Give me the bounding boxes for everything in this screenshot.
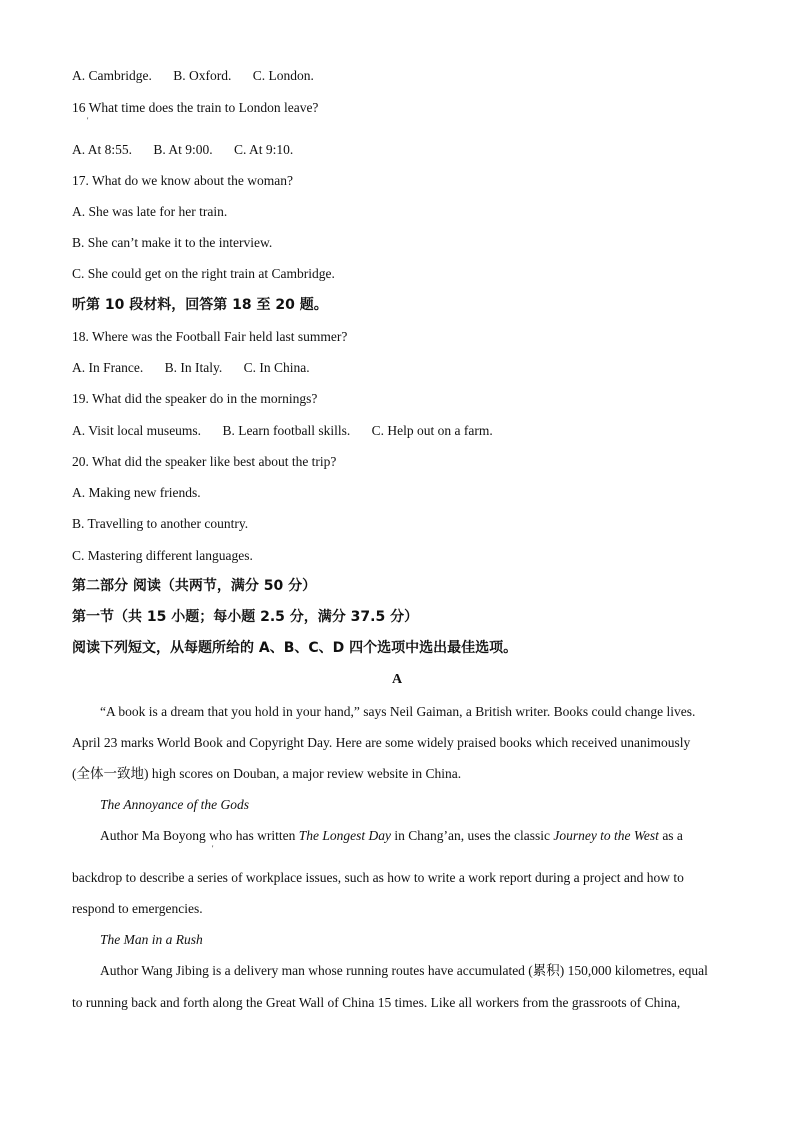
- q19-option-c: C. Help out on a farm.: [371, 423, 493, 438]
- q15-option-c: C. London.: [252, 68, 314, 83]
- q20-option-a: A. Making new friends.: [72, 485, 201, 500]
- section-10-heading: 听第 10 段材料，回答第 18 至 20 题。: [72, 297, 328, 313]
- section-1-heading: 第一节（共 15 小题；每小题 2.5 分，满分 37.5 分）: [72, 609, 419, 625]
- book-1-line2: backdrop to describe a series of workplace issues, such as how to write a work report during a project and how to: [72, 870, 684, 885]
- part-2-heading: 第二部分 阅读（共两节，满分 50 分）: [72, 578, 317, 594]
- stray-mark: ': [87, 116, 89, 125]
- q20-question: 20. What did the speaker like best about the trip?: [72, 454, 337, 469]
- book-1-line3: respond to emergencies.: [72, 901, 203, 916]
- book-2-line2: to running back and forth along the Great Wall of China 15 times. Like all workers from the grassroots of China,: [72, 995, 681, 1010]
- q16-options: [72, 142, 293, 158]
- passage-letter: A: [391, 672, 403, 687]
- book-2-title: The Man in a Rush: [100, 932, 203, 947]
- q16-option-a: A. At 8:55.: [72, 142, 133, 157]
- q20-option-b: B. Travelling to another country.: [72, 516, 249, 531]
- q17-option-c: C. She could get on the right train at Cambridge.: [72, 266, 335, 281]
- passage-p1-line2: April 23 marks World Book and Copyright Day. Here are some widely praised books which received unanimously: [72, 735, 691, 750]
- q19-options: [72, 423, 493, 439]
- q16-option-c: C. At 9:10.: [234, 142, 294, 157]
- q15-options: [72, 68, 314, 84]
- q15-option-b: B. Oxford.: [173, 68, 232, 83]
- q15-option-a: A. Cambridge.: [72, 68, 152, 83]
- q18-option-a: A. In France.: [72, 360, 144, 375]
- book-1-title: The Annoyance of the Gods: [100, 797, 249, 812]
- q20-option-c: C. Mastering different languages.: [72, 548, 253, 563]
- q16-option-b: B. At 9:00.: [153, 142, 213, 157]
- q19-option-a: A. Visit local museums.: [72, 423, 202, 438]
- stray-mark: ': [212, 844, 214, 853]
- q17-option-a: A. She was late for her train.: [72, 204, 228, 219]
- q19-question: 19. What did the speaker do in the mornings?: [72, 391, 318, 406]
- book-1-line1: Author Ma Boyong who has written The Longest Day in Chang’an, uses the classic Journey to the West as a: [100, 828, 683, 843]
- q19-option-b: B. Learn football skills.: [222, 423, 351, 438]
- q18-option-c: C. In China.: [243, 360, 310, 375]
- q18-option-b: B. In Italy.: [164, 360, 223, 375]
- q16-question: 16 What time does the train to London leave?: [72, 100, 319, 115]
- q18-options: [72, 360, 310, 376]
- reading-instructions: 阅读下列短文，从每题所给的 A、B、C、D 四个选项中选出最佳选项。: [72, 640, 518, 656]
- q18-question: 18. Where was the Football Fair held last summer?: [72, 329, 348, 344]
- passage-p1-line1: “A book is a dream that you hold in your hand,” says Neil Gaiman, a British writer. Books could change lives.: [100, 704, 696, 719]
- q17-option-b: B. She can’t make it to the interview.: [72, 235, 273, 250]
- passage-p1-line3: (全体一致地) high scores on Douban, a major review website in China.: [72, 766, 462, 781]
- q17-question: 17. What do we know about the woman?: [72, 173, 293, 188]
- book-2-line1: Author Wang Jibing is a delivery man whose running routes have accumulated (累积) 150,000 kilometres, equal: [100, 963, 708, 978]
